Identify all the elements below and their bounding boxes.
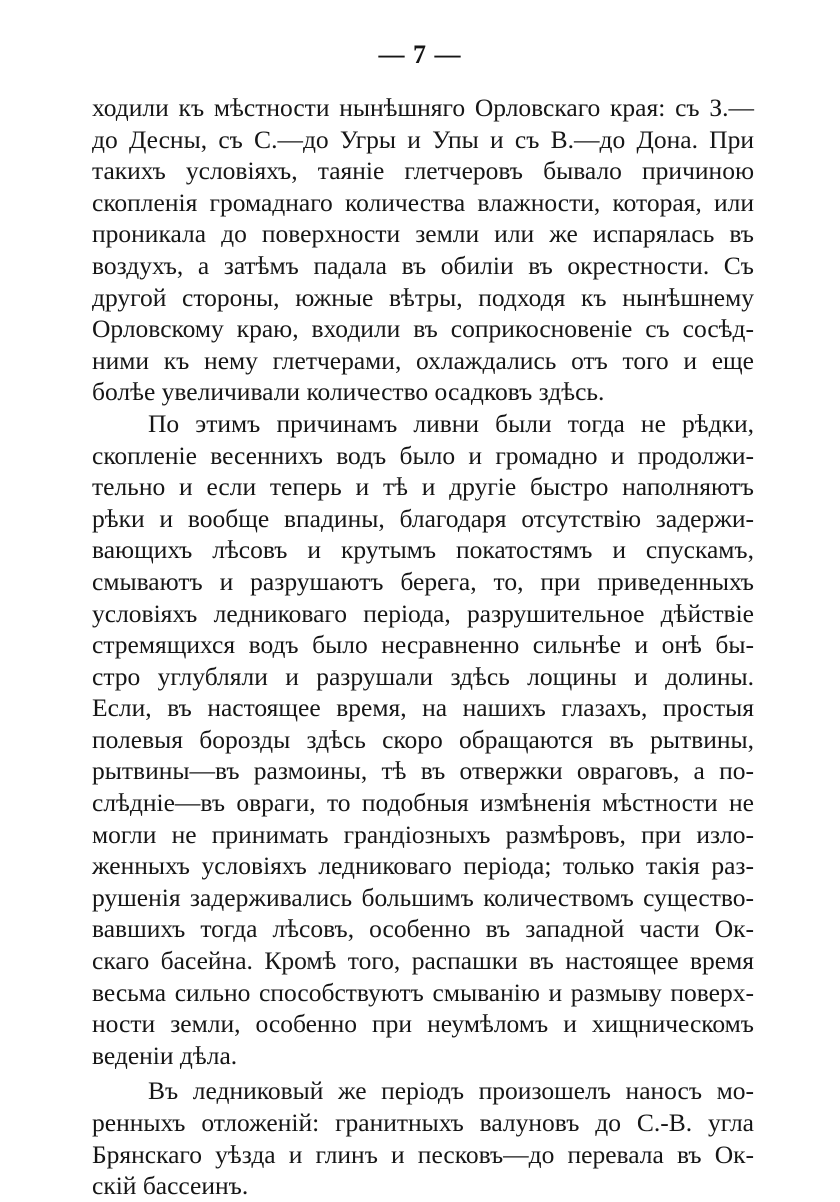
text-line: условіяхъ ледниковаго періода, разрушительное дѣйствіе bbox=[92, 598, 754, 628]
paragraph-2 bbox=[92, 408, 754, 1071]
text-line: ности земли, особенно при неумѣломъ и хищническомъ bbox=[92, 1009, 754, 1039]
text-line: смываютъ и разрушаютъ берега, то, при приведенныхъ bbox=[92, 566, 754, 596]
text-line: женныхъ условіяхъ ледниковаго періода; только такія раз- bbox=[92, 851, 754, 881]
text-line: вающихъ лѣсовъ и крутымъ покатостямъ и спускамъ, bbox=[92, 535, 754, 565]
paragraph-1 bbox=[92, 92, 754, 408]
text-line: рытвины—въ размоины, тѣ въ отвержки овраговъ, а по- bbox=[92, 756, 754, 786]
text-line: весьма сильно способствуютъ смыванію и размыву поверх- bbox=[92, 977, 754, 1007]
text-line: Если, въ настоящее время, на нашихъ глазахъ, простыя bbox=[92, 693, 754, 723]
text-line: стремящихся водъ было несравненно сильнѣе и онѣ бы- bbox=[92, 630, 754, 660]
text-line: Въ ледниковый же періодъ произошелъ наносъ мо- bbox=[148, 1076, 754, 1106]
text-line: ренныхъ отложеній: гранитныхъ валуновъ до С.-В. угла bbox=[92, 1108, 754, 1137]
text-line: вавшихъ тогда лѣсовъ, особенно въ западной части Ок- bbox=[92, 914, 754, 944]
text-line: тельно и если теперь и тѣ и другіе быстро наполняютъ bbox=[92, 472, 754, 502]
text-line: Брянскаго уѣзда и глинъ и песковъ—до перевала въ Ок- bbox=[92, 1139, 754, 1169]
text-line: По этимъ причинамъ ливни были тогда не рѣдки, bbox=[148, 408, 754, 438]
text-line: рѣки и вообще впадины, благодаря отсутствію задержи- bbox=[92, 503, 754, 533]
text-line: слѣдніе—въ овраги, то подобныя измѣненія мѣстности не bbox=[92, 788, 754, 818]
text-line: скопленіе весеннихъ водъ было и громадно и продолжи- bbox=[92, 440, 754, 470]
text-line: ними къ нему глетчерами, охлаждались отъ того и еще bbox=[92, 345, 754, 375]
text-line: рушенія задерживались большимъ количествомъ существо- bbox=[92, 882, 754, 912]
body-text bbox=[92, 92, 754, 1202]
text-line: полевыя борозды здѣсь скоро обращаются въ рытвины, bbox=[92, 724, 754, 754]
paragraph-3 bbox=[92, 1075, 754, 1201]
text-line: Орловскому краю, входили въ соприкосновеніе съ сосѣд- bbox=[92, 314, 754, 344]
text-line: стро углубляли и разрушали здѣсь лощины и долины. bbox=[92, 661, 754, 691]
text-line: болѣе увеличивали количество осадковъ здѣсь. bbox=[92, 377, 605, 407]
text-line: могли не принимать грандіозныхъ размѣровъ, при изло- bbox=[92, 819, 754, 849]
text-line: проникала до поверхности земли или же испарялась въ bbox=[92, 219, 754, 249]
text-line: до Десны, съ С.—до Угры и Упы и съ В.—до Дона. При bbox=[92, 124, 754, 154]
text-line: воздухъ, а затѣмъ падала въ обиліи въ окрестности. Съ bbox=[92, 250, 754, 280]
text-line: скопленія громаднаго количества влажности, которая, или bbox=[92, 187, 754, 217]
text-line: такихъ условіяхъ, таяніе глетчеровъ бывало причиною bbox=[92, 156, 754, 186]
text-line: другой стороны, южные вѣтры, подходя къ нынѣшнему bbox=[92, 282, 754, 312]
page-number: — 7 — bbox=[378, 40, 462, 69]
text-line: скаго басейна. Кромѣ того, распашки въ настоящее время bbox=[92, 946, 754, 976]
text-line: ходили къ мѣстности нынѣшняго Орловскаго края: съ З.— bbox=[92, 93, 754, 122]
text-line: веденіи дѣла. bbox=[92, 1040, 238, 1070]
text-line: скій бассеинъ. bbox=[92, 1171, 249, 1201]
